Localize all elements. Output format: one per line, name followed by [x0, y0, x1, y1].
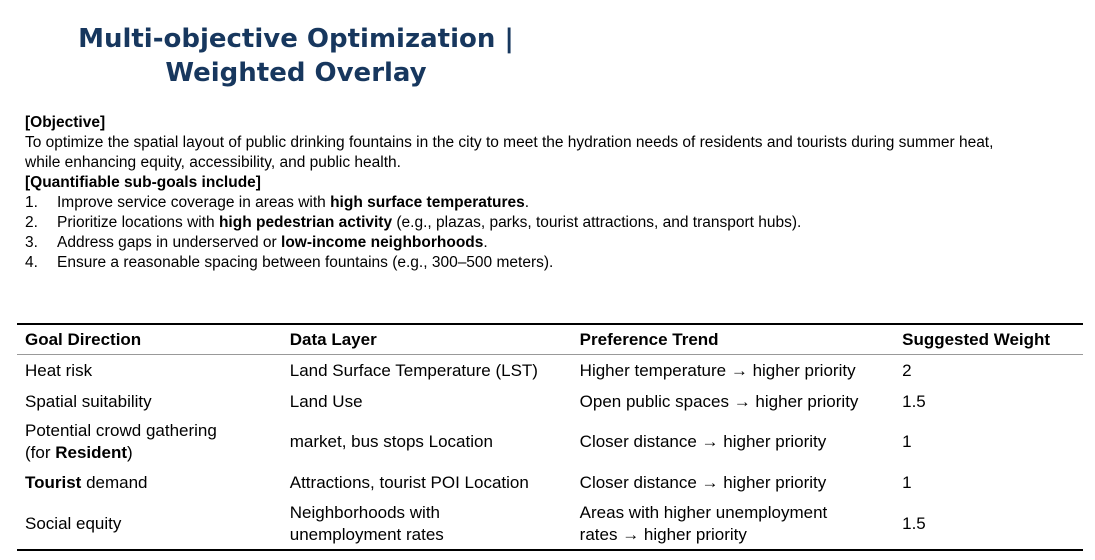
text-line: Neighborhoods with [289, 503, 441, 522]
cell-layer [282, 499, 572, 550]
table-row [17, 499, 1083, 550]
table-row [17, 467, 1083, 499]
cell-goal [17, 499, 282, 550]
list-item-text [57, 193, 529, 213]
text-line: rates → higher priority [579, 525, 747, 544]
list-item-text [57, 213, 801, 233]
header-data-layer: Data Layer [282, 324, 572, 355]
text-line: unemployment rates [289, 525, 444, 544]
cell-weight: 1.5 [894, 499, 1083, 550]
cell-trend [572, 499, 894, 550]
text-span: Address gaps in underserved or [57, 234, 282, 251]
title-line-2: Weighted Overlay [165, 58, 427, 88]
cell-goal [17, 467, 282, 499]
cell-trend: Closer distance → higher priority [579, 473, 827, 492]
text-span: Ensure a reasonable spacing between fountains (e.g., 300–500 meters). [57, 254, 554, 271]
list-item-number: 4. [25, 254, 38, 271]
cell-layer: Land Use [289, 391, 363, 411]
text-span: Social equity [25, 514, 122, 533]
text-span: Prioritize locations with [57, 214, 219, 231]
weights-table [17, 323, 1083, 551]
table-row [17, 386, 1083, 417]
list-item [25, 233, 1085, 253]
text-line: Areas with higher unemployment [579, 503, 828, 522]
table-header-row [17, 324, 1083, 355]
list-item-text [57, 233, 488, 253]
text-span: ) [127, 443, 133, 462]
text-bold: Resident [55, 443, 128, 462]
text-line: Potential crowd gathering [25, 421, 217, 440]
list-item-number: 2. [25, 214, 38, 231]
objective-text-line-2: while enhancing equity, accessibility, and public health. [25, 154, 401, 171]
text-line [25, 442, 274, 464]
text-span: Spatial suitability [25, 391, 152, 411]
title-line-1: Multi-objective Optimization | [78, 24, 514, 54]
list-item-text [57, 253, 553, 273]
text-span: (e.g., plazas, parks, tourist attractions, and transport hubs). [392, 214, 802, 231]
subgoals-list [25, 193, 1085, 273]
text-span: demand [81, 473, 148, 492]
cell-layer: Land Surface Temperature (LST) [289, 360, 538, 380]
cell-goal [17, 386, 282, 417]
text-span: . [483, 234, 488, 251]
subgoals-heading: [Quantifiable sub-goals include] [25, 174, 261, 191]
text-span: Improve service coverage in areas with [57, 194, 331, 211]
header-suggested-weight: Suggested Weight [894, 324, 1083, 355]
list-item-number: 3. [25, 234, 38, 251]
text-bold: high pedestrian activity [218, 214, 393, 231]
objective-section [25, 113, 1085, 273]
text-span: (for [25, 443, 56, 462]
text-bold: Tourist [25, 473, 82, 492]
cell-weight: 1.5 [902, 391, 926, 411]
cell-weight: 1 [902, 432, 912, 451]
text-bold: high surface temperatures [330, 194, 525, 211]
cell-layer: market, bus stops Location [289, 432, 493, 451]
objective-text-line-1: To optimize the spatial layout of public drinking fountains in the city to meet the hydration needs of residents and tourists during summer heat, [25, 134, 994, 151]
header-goal-direction: Goal Direction [17, 324, 282, 355]
list-item [25, 213, 1085, 233]
text-span: Heat risk [25, 360, 93, 380]
table-row [17, 417, 1083, 467]
list-item [25, 193, 1085, 213]
cell-goal [17, 355, 282, 387]
cell-trend: Higher temperature → higher priority [579, 360, 856, 380]
header-preference-trend: Preference Trend [572, 324, 894, 355]
cell-trend: Open public spaces → higher priority [579, 391, 859, 411]
cell-goal [17, 417, 282, 467]
list-item [25, 253, 1085, 273]
slide-title [30, 22, 562, 90]
list-item-number: 1. [25, 194, 38, 211]
text-span: . [524, 194, 530, 211]
objective-heading: [Objective] [25, 114, 106, 131]
cell-weight: 2 [902, 360, 912, 380]
table-row [17, 355, 1083, 387]
cell-layer: Attractions, tourist POI Location [289, 473, 529, 492]
cell-trend: Closer distance → higher priority [579, 432, 827, 451]
text-bold: low-income neighborhoods [281, 234, 484, 251]
cell-weight: 1 [902, 473, 912, 492]
